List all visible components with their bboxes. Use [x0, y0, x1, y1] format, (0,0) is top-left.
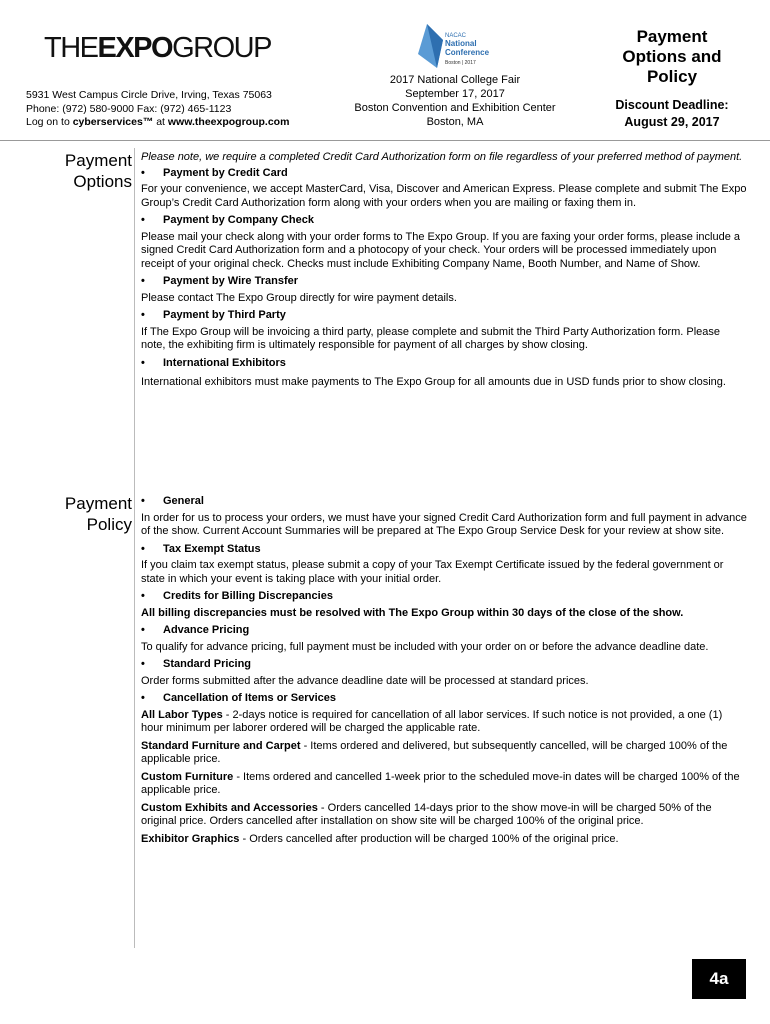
fair-venue: Boston Convention and Exhibition Center [354, 102, 556, 114]
payment-options-heading: Payment Options [64, 151, 132, 191]
cyberservices-link[interactable]: cyberservices™ [72, 116, 154, 128]
company-check-text: Please mail your check along with your order forms to The Expo Group. If you are faxing your order forms, please include a signed Credit Card Authorization form and a photocopy of your check. Your orders will be processed immediately upon receipt of your original check. Checks must include Exhibiting Company Name, Booth Number, and Name of Show. [141, 230, 740, 270]
credit-card-text: For your convenience, we accept MasterCard, Visa, Discover and American Express. Please complete and submit The Expo Group’s Credit Card Authorization form along with your orders when you are mailing or faxing them in. [141, 183, 747, 209]
payment-policy-content [141, 495, 747, 850]
expo-group-logo: THEEXPOGROUP [44, 32, 271, 64]
cancellation-custom-exhibits: Custom Exhibits and Accessories - Orders cancelled 14-days prior to the show move-in will be charged 50% of the original price. Orders cancelled after installation on show site will be charged 100% of the original price. [141, 801, 712, 827]
address-line: 5931 West Campus Circle Drive, Irving, Texas 75063 [26, 89, 272, 101]
options-note: Please note, we require a completed Credit Card Authorization form on file regardless of your preferred method of payment. [141, 151, 743, 163]
header-divider [0, 140, 770, 141]
page-number-badge: 4a [692, 959, 746, 999]
fair-date: September 17, 2017 [405, 88, 505, 100]
website-link[interactable]: www.theexpogroup.com [167, 116, 290, 128]
tax-exempt-text: If you claim tax exempt status, please submit a copy of your Tax Exempt Certificate issued by the federal government or state in which your event is taking place with your initial order. [141, 559, 724, 585]
svg-text:Boston | 2017: Boston | 2017 [445, 60, 476, 66]
cancellation-furniture: Standard Furniture and Carpet - Items ordered and delivered, but subsequently cancelled, will be charged 100% of the applicable price. [141, 739, 728, 765]
cancellation-graphics: Exhibitor Graphics - Orders cancelled after production will be charged 100% of the original price. [141, 832, 619, 845]
advance-pricing-text: To qualify for advance pricing, full payment must be included with your order on or before the advance deadline date. [141, 640, 709, 653]
international-title: • International Exhibitors [141, 357, 747, 371]
cancellation-labor: All Labor Types - 2-days notice is required for cancellation of all labor services. If such notice is not provided, a one (1) hour minimum per laborer ordered will be charged the applicable rate. [141, 708, 723, 734]
nacac-conference-logo [415, 22, 505, 72]
payment-options-content [141, 151, 747, 395]
svg-text:NACAC: NACAC [445, 33, 467, 39]
discount-deadline [600, 97, 744, 131]
fair-city: Boston, MA [426, 116, 484, 128]
wire-transfer-title: • Payment by Wire Transfer [141, 275, 747, 289]
company-check-title: • Payment by Company Check [141, 214, 747, 228]
section-divider [134, 148, 135, 948]
credit-card-title: • Payment by Credit Card [141, 167, 747, 181]
cancellation-custom-furniture: Custom Furniture - Items ordered and cancelled 1-week prior to the scheduled move-in dates will be charged 100% of the applicable price. [141, 770, 740, 796]
deadline-date: August 29, 2017 [624, 115, 720, 129]
billing-credits-title: • Credits for Billing Discrepancies [141, 590, 747, 604]
page-title: Payment Options and Policy [622, 27, 722, 86]
wire-transfer-text: Please contact The Expo Group directly for wire payment details. [141, 291, 457, 304]
website-line: Log on to cyberservices™ at www.theexpogroup.com [26, 116, 290, 128]
third-party-title: • Payment by Third Party [141, 309, 747, 323]
international-text: International exhibitors must make payments to The Expo Group for all amounts due in USD funds prior to show closing. [141, 376, 726, 388]
general-text: In order for us to process your orders, we must have your signed Credit Card Authorization form and full payment in advance of the show. Current Account Summaries will be prepared at The Expo Group Service Desk for your review at show site. [141, 511, 747, 537]
company-address [26, 89, 289, 130]
fair-title: 2017 National College Fair [389, 74, 521, 86]
svg-text:National: National [445, 39, 477, 48]
phone-line: Phone: (972) 580-9000 Fax: (972) 465-1123 [26, 102, 232, 115]
deadline-label: Discount Deadline: [615, 98, 729, 112]
cancellation-title: • Cancellation of Items or Services [141, 692, 747, 706]
billing-credits-text: All billing discrepancies must be resolved with The Expo Group within 30 days of the close of the show. [141, 606, 684, 619]
standard-pricing-text: Order forms submitted after the advance deadline date will be processed at standard prices. [141, 674, 589, 687]
advance-pricing-title: • Advance Pricing [141, 624, 747, 638]
svg-text:Conference: Conference [445, 48, 490, 57]
third-party-text: If The Expo Group will be invoicing a third party, please complete and submit the Third Party Authorization form. Please note, the exhibiting firm is ultimately responsible for payment of all charges by show closing. [141, 325, 721, 351]
tax-exempt-title: • Tax Exempt Status [141, 543, 747, 557]
payment-policy-heading: Payment Policy [64, 494, 132, 534]
general-title: • General [141, 495, 747, 509]
standard-pricing-title: • Standard Pricing [141, 658, 747, 672]
fair-info [335, 73, 575, 129]
